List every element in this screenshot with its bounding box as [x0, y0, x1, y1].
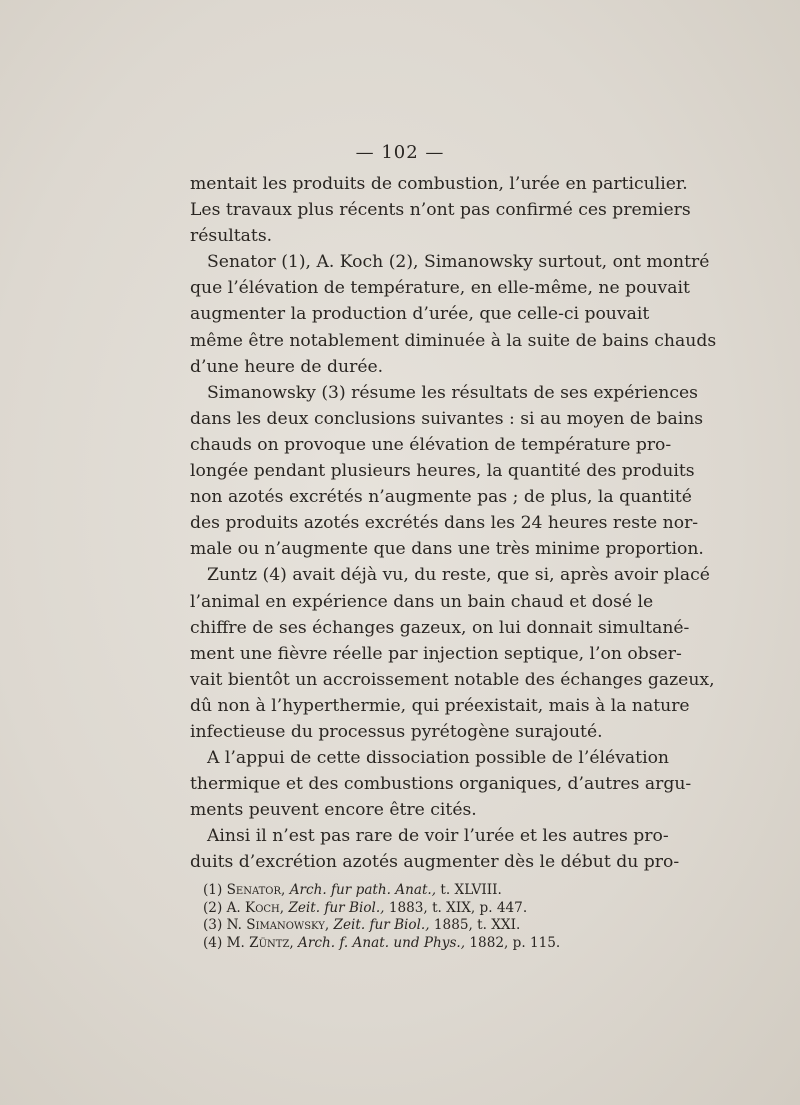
text-line: ments peuvent encore être cités. — [190, 800, 477, 821]
footnote-title: Zeit. fur Biol., — [288, 899, 385, 916]
page-number: — 102 — — [355, 142, 445, 163]
footnote-rest: 1882, p. 115. — [469, 934, 561, 951]
text-line: chauds on provoque une élévation de température pro- — [190, 434, 672, 455]
text-line: Senator (1), A. Koch (2), Simanowsky surtout, ont montré — [207, 252, 710, 273]
text-line: A l’appui de cette dissociation possible de l’élévation — [207, 748, 669, 769]
text-line: dû non à l’hyperthermie, qui préexistait, mais à la nature — [190, 695, 690, 716]
footnote-num: (4) — [203, 934, 223, 951]
text-line: male ou n’augmente que dans une très minime proportion. — [190, 539, 704, 560]
footnote-num: (2) — [203, 899, 223, 916]
text-line: Simanowsky (3) résume les résultats de ses expériences — [207, 382, 698, 403]
text-line: des produits azotés excrétés dans les 24 heures reste nor- — [190, 513, 699, 534]
footnote-num: (3) — [203, 917, 223, 934]
text-line: l’animal en expérience dans un bain chaud et dosé le — [190, 591, 654, 612]
text-line: augmenter la production d’urée, que celle-ci pouvait — [190, 304, 650, 325]
footnote-title: Zeit. fur Biol., — [333, 917, 430, 934]
body-text — [190, 171, 717, 876]
text-line: longée pendant plusieurs heures, la quantité des produits — [190, 461, 695, 482]
paragraph — [190, 249, 717, 379]
footnote-rest: 1885, t. XXI. — [433, 917, 521, 934]
text-line: d’une heure de durée. — [190, 356, 384, 377]
footnote-author: Senator, — [226, 882, 286, 898]
text-line: ment une fièvre réelle par injection septique, l’on obser- — [190, 643, 682, 664]
text-line: thermique et des combustions organiques, d’autres argu- — [190, 774, 692, 795]
text-line: duits d’excrétion azotés augmenter dès le début du pro- — [190, 852, 680, 873]
text-line: résultats. — [190, 226, 273, 247]
text-line: dans les deux conclusions suivantes : si au moyen de bains — [190, 408, 704, 429]
text-line: mentait les produits de combustion, l’urée en particulier. — [190, 174, 688, 194]
text-line: infectieuse du processus pyrétogène surajouté. — [190, 721, 603, 742]
text-line: Ainsi il n’est pas rare de voir l’urée et les autres pro- — [207, 826, 669, 847]
footnote — [203, 882, 623, 900]
text-line: que l’élévation de température, en elle-même, ne pouvait — [190, 278, 690, 299]
footnote-rest: 1883, t. XIX, p. 447. — [388, 899, 528, 916]
footnotes — [203, 882, 623, 952]
footnote-title: Arch. f. Anat. und Phys., — [298, 934, 466, 951]
paragraph — [190, 171, 691, 249]
footnote — [203, 900, 623, 918]
paragraph — [190, 562, 715, 745]
text-line: Zuntz (4) avait déjà vu, du reste, que si, après avoir placé — [207, 565, 710, 586]
footnote — [203, 917, 623, 935]
footnote-rest: t. XLVIII. — [440, 882, 502, 898]
text-line: vait bientôt un accroissement notable des échanges gazeux, — [190, 669, 715, 690]
footnote-author: N. Simanowsky, — [226, 917, 330, 934]
text-line: même être notablement diminuée à la suite de bains chauds — [190, 330, 717, 351]
text-line: Les travaux plus récents n’ont pas confirmé ces premiers — [190, 200, 691, 221]
text-line: non azotés excrétés n’augmente pas ; de plus, la quantité — [190, 487, 692, 508]
paragraph — [190, 380, 704, 563]
footnote-author: M. Züntz, — [226, 934, 294, 951]
footnote — [203, 935, 623, 953]
text-line: chiffre de ses échanges gazeux, on lui donnait simultané- — [190, 617, 690, 638]
paragraph — [190, 823, 680, 875]
footnote-num: (1) — [203, 882, 223, 898]
paragraph — [190, 745, 692, 823]
footnote-title: Arch. fur path. Anat., — [289, 882, 437, 898]
footnote-author: A. Koch, — [226, 899, 285, 916]
